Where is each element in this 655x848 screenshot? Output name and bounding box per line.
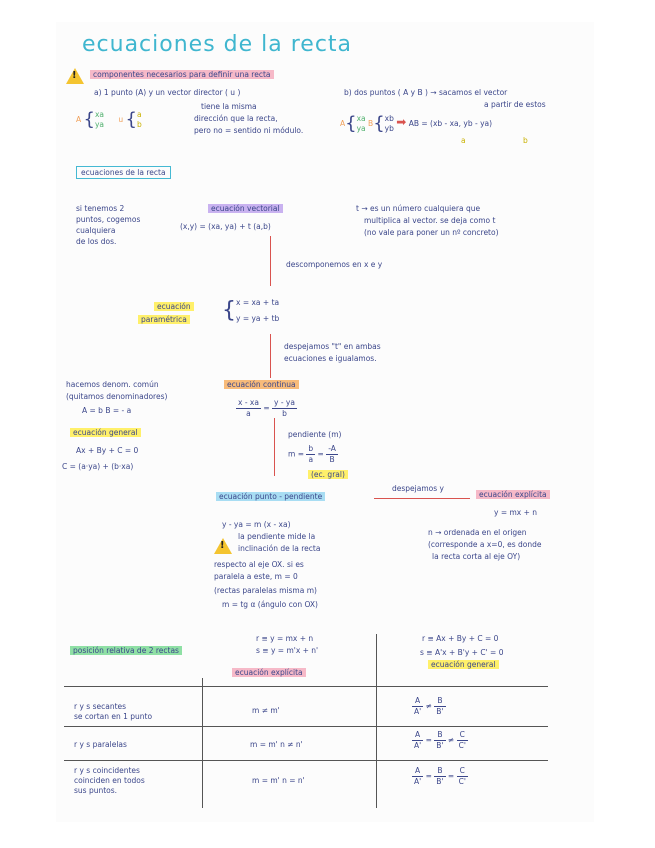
parametric-equations: { x = xa + ta y = ya + tb xyxy=(222,298,280,323)
table-row: r y s coincidentes coinciden en todos sus puntos. xyxy=(74,766,145,795)
explicita-equation: y = mx + n xyxy=(494,508,538,517)
point-a-components: A { xa ya u { a b xyxy=(76,109,142,130)
vector-note-3: pero no = sentido ni módulo. xyxy=(194,126,304,135)
table-row: r y s paralelas xyxy=(74,740,127,749)
option-b-label-2: a partir de estos xyxy=(484,100,546,109)
page-title: ecuaciones de la recta xyxy=(82,32,353,57)
table-row: r y s secantes se cortan en 1 punto xyxy=(74,702,153,721)
continua-label: ecuación continua xyxy=(224,380,299,389)
vector-note-2: dirección que la recta, xyxy=(194,114,278,123)
general-label: ecuación general xyxy=(70,428,141,437)
option-b-label: b) dos puntos ( A y B ) → sacamos el vector xyxy=(344,88,508,97)
equations-heading: ecuaciones de la recta xyxy=(76,166,171,179)
relative-position-heading: posición relativa de 2 rectas xyxy=(70,646,182,655)
option-a-label: a) 1 punto (A) y un vector director ( u ) xyxy=(94,88,241,97)
explicita-label: ecuación explícita xyxy=(476,490,550,499)
notes-page: ecuaciones de la recta ! componentes necesarios para definir una recta a) 1 punto (A) y un vector director ( u ) A { xa ya u { a b tiene la misma dirección que la recta, pero no = sentido ni módulo. b) dos puntos ( A y B ) → sacamos el vector a partir de estos A{ xa ya B{ xb yb ➡ AB = (xb - xa, yb - ya) a b ecuaciones de la recta si tenemos 2 puntos, cogemos cualquiera de los dos. ecuación vectorial (x,y) = (xa, ya) + t (a,b) t → es un número cualquiera que multiplica al vector. se deja como t (no vale para poner un nº concreto) descomponemos en x e y ecuación paramétrica { x = xa + ta y = ya + tb despejamos "t" en ambas ecuaciones e igualamos. ecuación continua $\frac{x - xa}{a}$ = $\frac{y - ya}{b}$ hacemos denom. común (quitamos denominadores) A = b B = - a ecuación general Ax + By + C = 0 C = (a·ya) + (b·xa) pendiente (m) m = $\frac{b}{a}$ = $\frac{-A}{B}$ (ec. gral) ecuación punto - pendiente y - ya = m (x - xa) despejamos y ecuación explícita y = mx + n n → ordenada en el origen (corresponde a x=0, es donde la recta corta al eje OY) ! la pendiente mide la inclinación de la recta respecto al eje OX. si es paralela a este, m = 0 (rectas paralelas misma m) m = tg α (ángulo con OX) posición relativa de 2 rectas r ≡ y = mx + n s ≡ y = m'x + n' ecuación explícita r ≡ Ax + By + C = 0 s ≡ A'x + B'y + C' = 0 ecuación general r y s secantes se cortan en 1 punto m ≠ m' $\frac{A}{A'}$ ≠ $\frac{B}{B'}$ r y s paralelas m = m' n ≠ n' $\frac{A}{A'}$ = $\frac{B}{B'}$ ≠ $\frac{C}{C'}$ r y s coincidentes coinciden en todos sus puntos. m = m' n = n' $\frac{A}{A'}$ = $\frac{B}{B'}$ = $\frac{C}{C'}$ xyxy=(56,22,594,822)
components-heading: componentes necesarios para definir una recta xyxy=(90,70,274,79)
slope-formula: m = $\frac{b}{a}$ = $\frac{-A}{B}$ xyxy=(288,444,336,464)
continua-equation: $\frac{x - xa}{a}$ = $\frac{y - ya}{b}$ xyxy=(238,398,295,418)
general-c: C = (a·ya) + (b·xa) xyxy=(62,462,134,471)
punto-pendiente-label: ecuación punto - pendiente xyxy=(216,492,325,501)
vector-note-1: tiene la misma xyxy=(201,102,257,111)
warning-icon: ! xyxy=(66,68,84,84)
vectorial-label: ecuación vectorial xyxy=(208,204,283,213)
vectorial-equation: (x,y) = (xa, ya) + t (a,b) xyxy=(180,222,271,231)
point-b-components: A{ xa ya B{ xb yb ➡ AB = (xb - xa, yb - ya) xyxy=(340,113,493,134)
parametrica-label: paramétrica xyxy=(138,315,190,324)
punto-pendiente-equation: y - ya = m (x - xa) xyxy=(222,520,291,529)
warning-icon: ! xyxy=(214,538,232,554)
general-equation: Ax + By + C = 0 xyxy=(76,446,139,455)
